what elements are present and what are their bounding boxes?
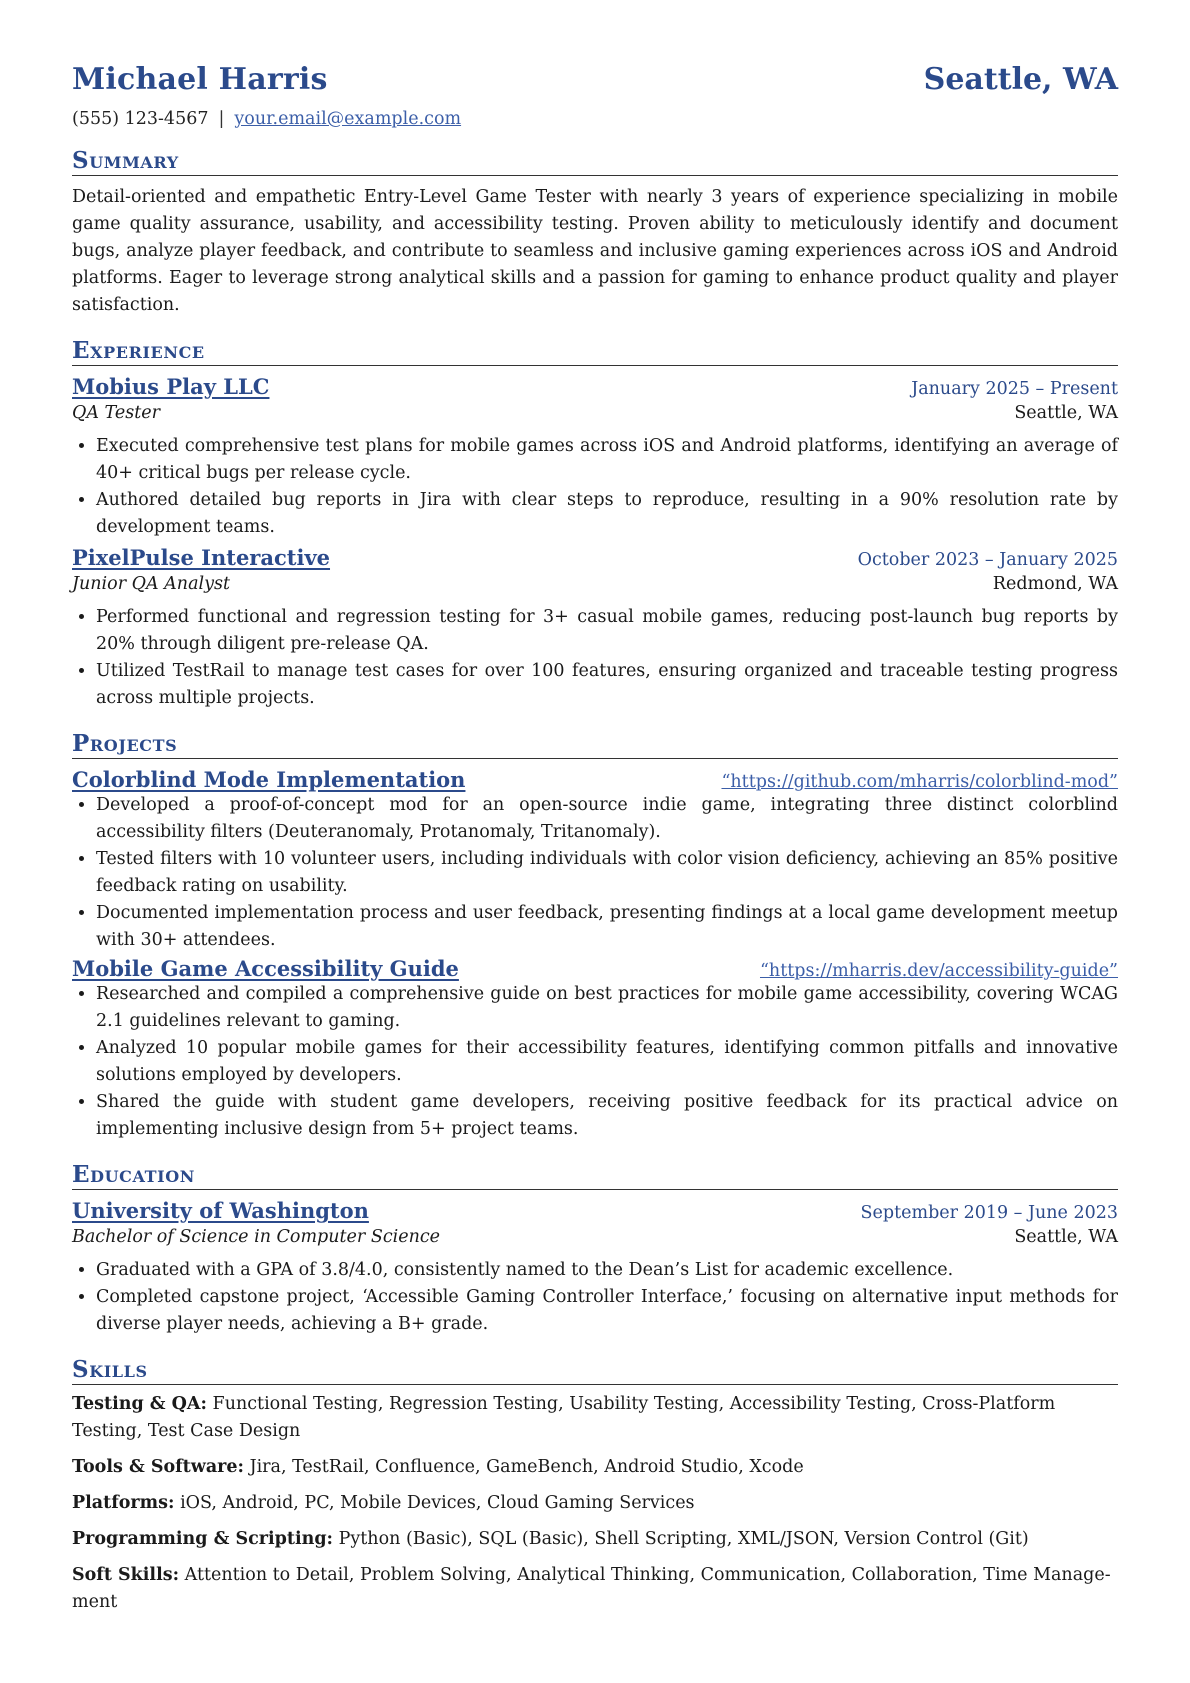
candidate-location: Seattle, WA xyxy=(923,62,1118,97)
skill-line xyxy=(72,1454,1118,1481)
project-entry xyxy=(72,956,1118,1143)
bullet-item: • Developed a proof-of-concept mod for an open-source indie game, integrating three distinct colorblind accessibility filters (Deuteranomaly, Protanomaly, Tritanomaly). xyxy=(96,792,1118,846)
contact-line xyxy=(72,109,1118,129)
bullet-item: • Shared the guide with student game developers, receiving positive feedback for its practical advice on implementing inclusive design from 5+ project teams. xyxy=(96,1089,1118,1143)
bullet-item: • Executed comprehensive test plans for mobile games across iOS and Android platforms, identifying an average of 40+ critical bugs per release cycle. xyxy=(96,433,1118,487)
company-name[interactable]: PixelPulse Interactive xyxy=(72,545,331,570)
email-link[interactable]: your.email@example.com xyxy=(234,109,462,129)
education-entry xyxy=(72,1198,1118,1338)
skill-value: Attention to Detail, Problem Solving, Analytical Thinking, Communication, Collaboration, Time Manage-ment xyxy=(72,1565,1111,1612)
bullet-list xyxy=(72,433,1118,541)
bullet-item: • Graduated with a GPA of 3.8/4.0, consistently named to the Dean’s List for academic excellence. xyxy=(96,1257,1118,1284)
contact-separator: | xyxy=(218,109,225,129)
section-title-experience: Experience xyxy=(72,337,1118,366)
bullet-item: • Utilized TestRail to manage test cases for over 100 features, ensuring organized and traceable testing progress across multiple projects. xyxy=(96,658,1118,712)
project-link[interactable]: “https://github.com/mharris/colorblind-mod” xyxy=(721,772,1118,792)
skill-value: Functional Testing, Regression Testing, Usability Testing, Accessibility Testing, Cross-Platform Testing, Test Case Design xyxy=(72,1394,1056,1441)
bullet-item: • Researched and compiled a comprehensive guide on best practices for mobile game accessibility, covering WCAG 2.1 guidelines relevant to gaming. xyxy=(96,981,1118,1035)
project-name[interactable]: Mobile Game Accessibility Guide xyxy=(72,956,459,981)
degree: Bachelor of Science in Computer Science xyxy=(72,1227,441,1247)
phone-number: (555) 123-4567 xyxy=(72,109,209,129)
skill-value: iOS, Android, PC, Mobile Devices, Cloud Gaming Services xyxy=(180,1493,695,1513)
employment-dates: October 2023 – January 2025 xyxy=(857,550,1118,570)
section-title-summary: Summary xyxy=(72,147,1118,176)
company-name[interactable]: Mobius Play LLC xyxy=(72,374,270,399)
project-link[interactable]: “https://mharris.dev/accessibility-guide” xyxy=(759,961,1118,981)
skill-line xyxy=(72,1526,1118,1553)
bullet-item: • Performed functional and regression testing for 3+ casual mobile games, reducing post-launch bug reports by 20% through diligent pre-release QA. xyxy=(96,604,1118,658)
job-location: Seattle, WA xyxy=(1014,403,1118,423)
section-title-education: Education xyxy=(72,1161,1118,1190)
bullet-item: • Completed capstone project, ‘Accessible Gaming Controller Interface,’ focusing on alternative input methods for diverse player needs, achieving a B+ grade. xyxy=(96,1284,1118,1338)
bullet-list xyxy=(72,604,1118,712)
experience-entry xyxy=(72,374,1118,541)
job-role: QA Tester xyxy=(72,403,160,423)
skill-line xyxy=(72,1490,1118,1517)
job-role: Junior QA Analyst xyxy=(72,574,231,594)
section-title-projects: Projects xyxy=(72,730,1118,759)
skill-value: Python (Basic), SQL (Basic), Shell Scripting, XML/JSON, Version Control (Git) xyxy=(338,1529,1029,1549)
project-entry xyxy=(72,767,1118,954)
school-name[interactable]: University of Washington xyxy=(72,1198,369,1223)
bullet-item: • Authored detailed bug reports in Jira with clear steps to reproduce, resulting in a 90% resolution rate by development teams. xyxy=(96,487,1118,541)
skill-label: Tools & Software: xyxy=(72,1457,244,1477)
experience-entry xyxy=(72,545,1118,712)
section-title-skills: Skills xyxy=(72,1356,1118,1385)
skill-line xyxy=(72,1391,1118,1445)
bullet-list xyxy=(72,792,1118,954)
school-location: Seattle, WA xyxy=(1014,1227,1118,1247)
employment-dates: January 2025 – Present xyxy=(911,379,1118,399)
bullet-list xyxy=(72,981,1118,1143)
skill-label: Testing & QA: xyxy=(72,1394,207,1414)
job-location: Redmond, WA xyxy=(992,574,1118,594)
education-dates: September 2019 – June 2023 xyxy=(860,1203,1118,1223)
skill-label: Platforms: xyxy=(72,1493,175,1513)
skill-label: Programming & Scripting: xyxy=(72,1529,334,1549)
summary-text: Detail-oriented and empathetic Entry-Level Game Tester with nearly 3 years of experience specializing in mobile game quality assurance, usability, and accessibility testing. Proven ability to meticulously identify and document bugs, analyze player feedback, and contribute to seamless and inclusive gaming experiences across iOS and Android platforms. Eager to leverage strong analytical skills and a passion for gaming to enhance product quality and player satisfaction. xyxy=(72,187,1118,315)
bullet-item: • Tested filters with 10 volunteer users, including individuals with color vision deficiency, achieving an 85% positive feedback rating on usability. xyxy=(96,846,1118,900)
candidate-name: Michael Harris xyxy=(72,62,328,97)
skill-value: Jira, TestRail, Confluence, GameBench, Android Studio, Xcode xyxy=(249,1457,804,1477)
bullet-item: • Documented implementation process and user feedback, presenting findings at a local game development meetup with 30+ attendees. xyxy=(96,900,1118,954)
project-name[interactable]: Colorblind Mode Implementation xyxy=(72,767,466,792)
skill-label: Soft Skills: xyxy=(72,1565,180,1585)
resume-header xyxy=(72,62,1118,97)
skill-line xyxy=(72,1562,1118,1616)
bullet-list xyxy=(72,1257,1118,1338)
bullet-item: • Analyzed 10 popular mobile games for their accessibility features, identifying common pitfalls and innovative solutions employed by developers. xyxy=(96,1035,1118,1089)
